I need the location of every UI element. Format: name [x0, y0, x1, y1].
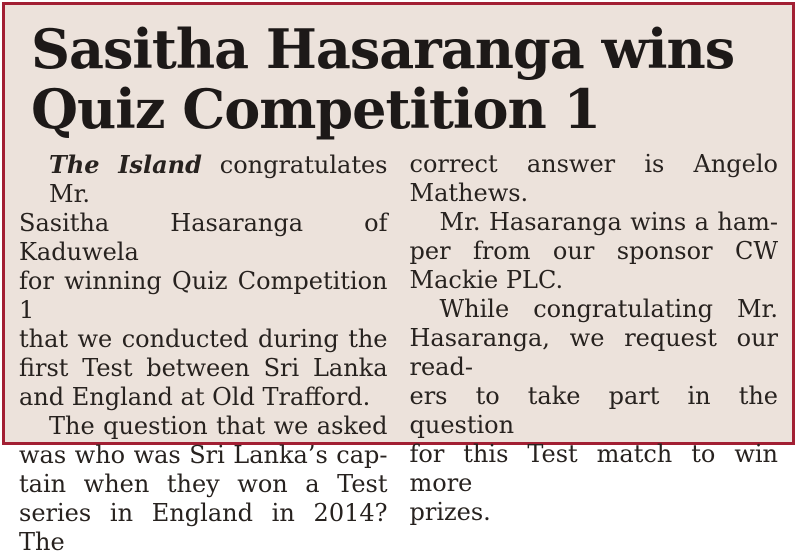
body-line: tain when they won a Test [19, 469, 388, 498]
body-line: Hasaranga, we request our read- [409, 323, 778, 381]
body-line: for this Test match to win more [409, 439, 778, 497]
body-line-text: congratulates Mr. [49, 150, 388, 208]
body-line: Mr. Hasaranga wins a ham- [439, 207, 778, 236]
headline-line-1: Sasitha Hasaranga wins [31, 17, 735, 81]
body-line: that we conducted during the [19, 324, 388, 353]
body-line: Mathews. [409, 178, 529, 207]
body-column-left [19, 150, 388, 557]
body-line [19, 150, 388, 209]
body-column-right [410, 150, 779, 557]
article-clipping [2, 2, 795, 556]
body-line: Sasitha Hasaranga of Kaduwela [19, 208, 388, 266]
body-line: prizes. [409, 497, 491, 526]
body-line: series in England in 2014? The [19, 498, 388, 556]
body-line: first Test between Sri Lanka [19, 353, 388, 382]
body-line: was who was Sri Lanka’s cap- [19, 440, 388, 469]
article-headline [19, 15, 778, 146]
body-line: ers to take part in the question [409, 381, 778, 439]
body-line: Mackie PLC. [409, 265, 564, 294]
body-line: The question that we asked [49, 411, 388, 440]
body-line: and England at Old Trafford. [19, 382, 371, 411]
headline-line-2: Quiz Competition 1 [31, 77, 601, 142]
body-line: While congratulating Mr. [439, 294, 778, 323]
publication-name: The Island [49, 149, 202, 179]
body-line: per from our sponsor CW [409, 236, 778, 265]
body-line: for winning Quiz Competition 1 [19, 266, 388, 324]
article-body [19, 150, 778, 557]
body-line: correct answer is Angelo [409, 149, 778, 178]
